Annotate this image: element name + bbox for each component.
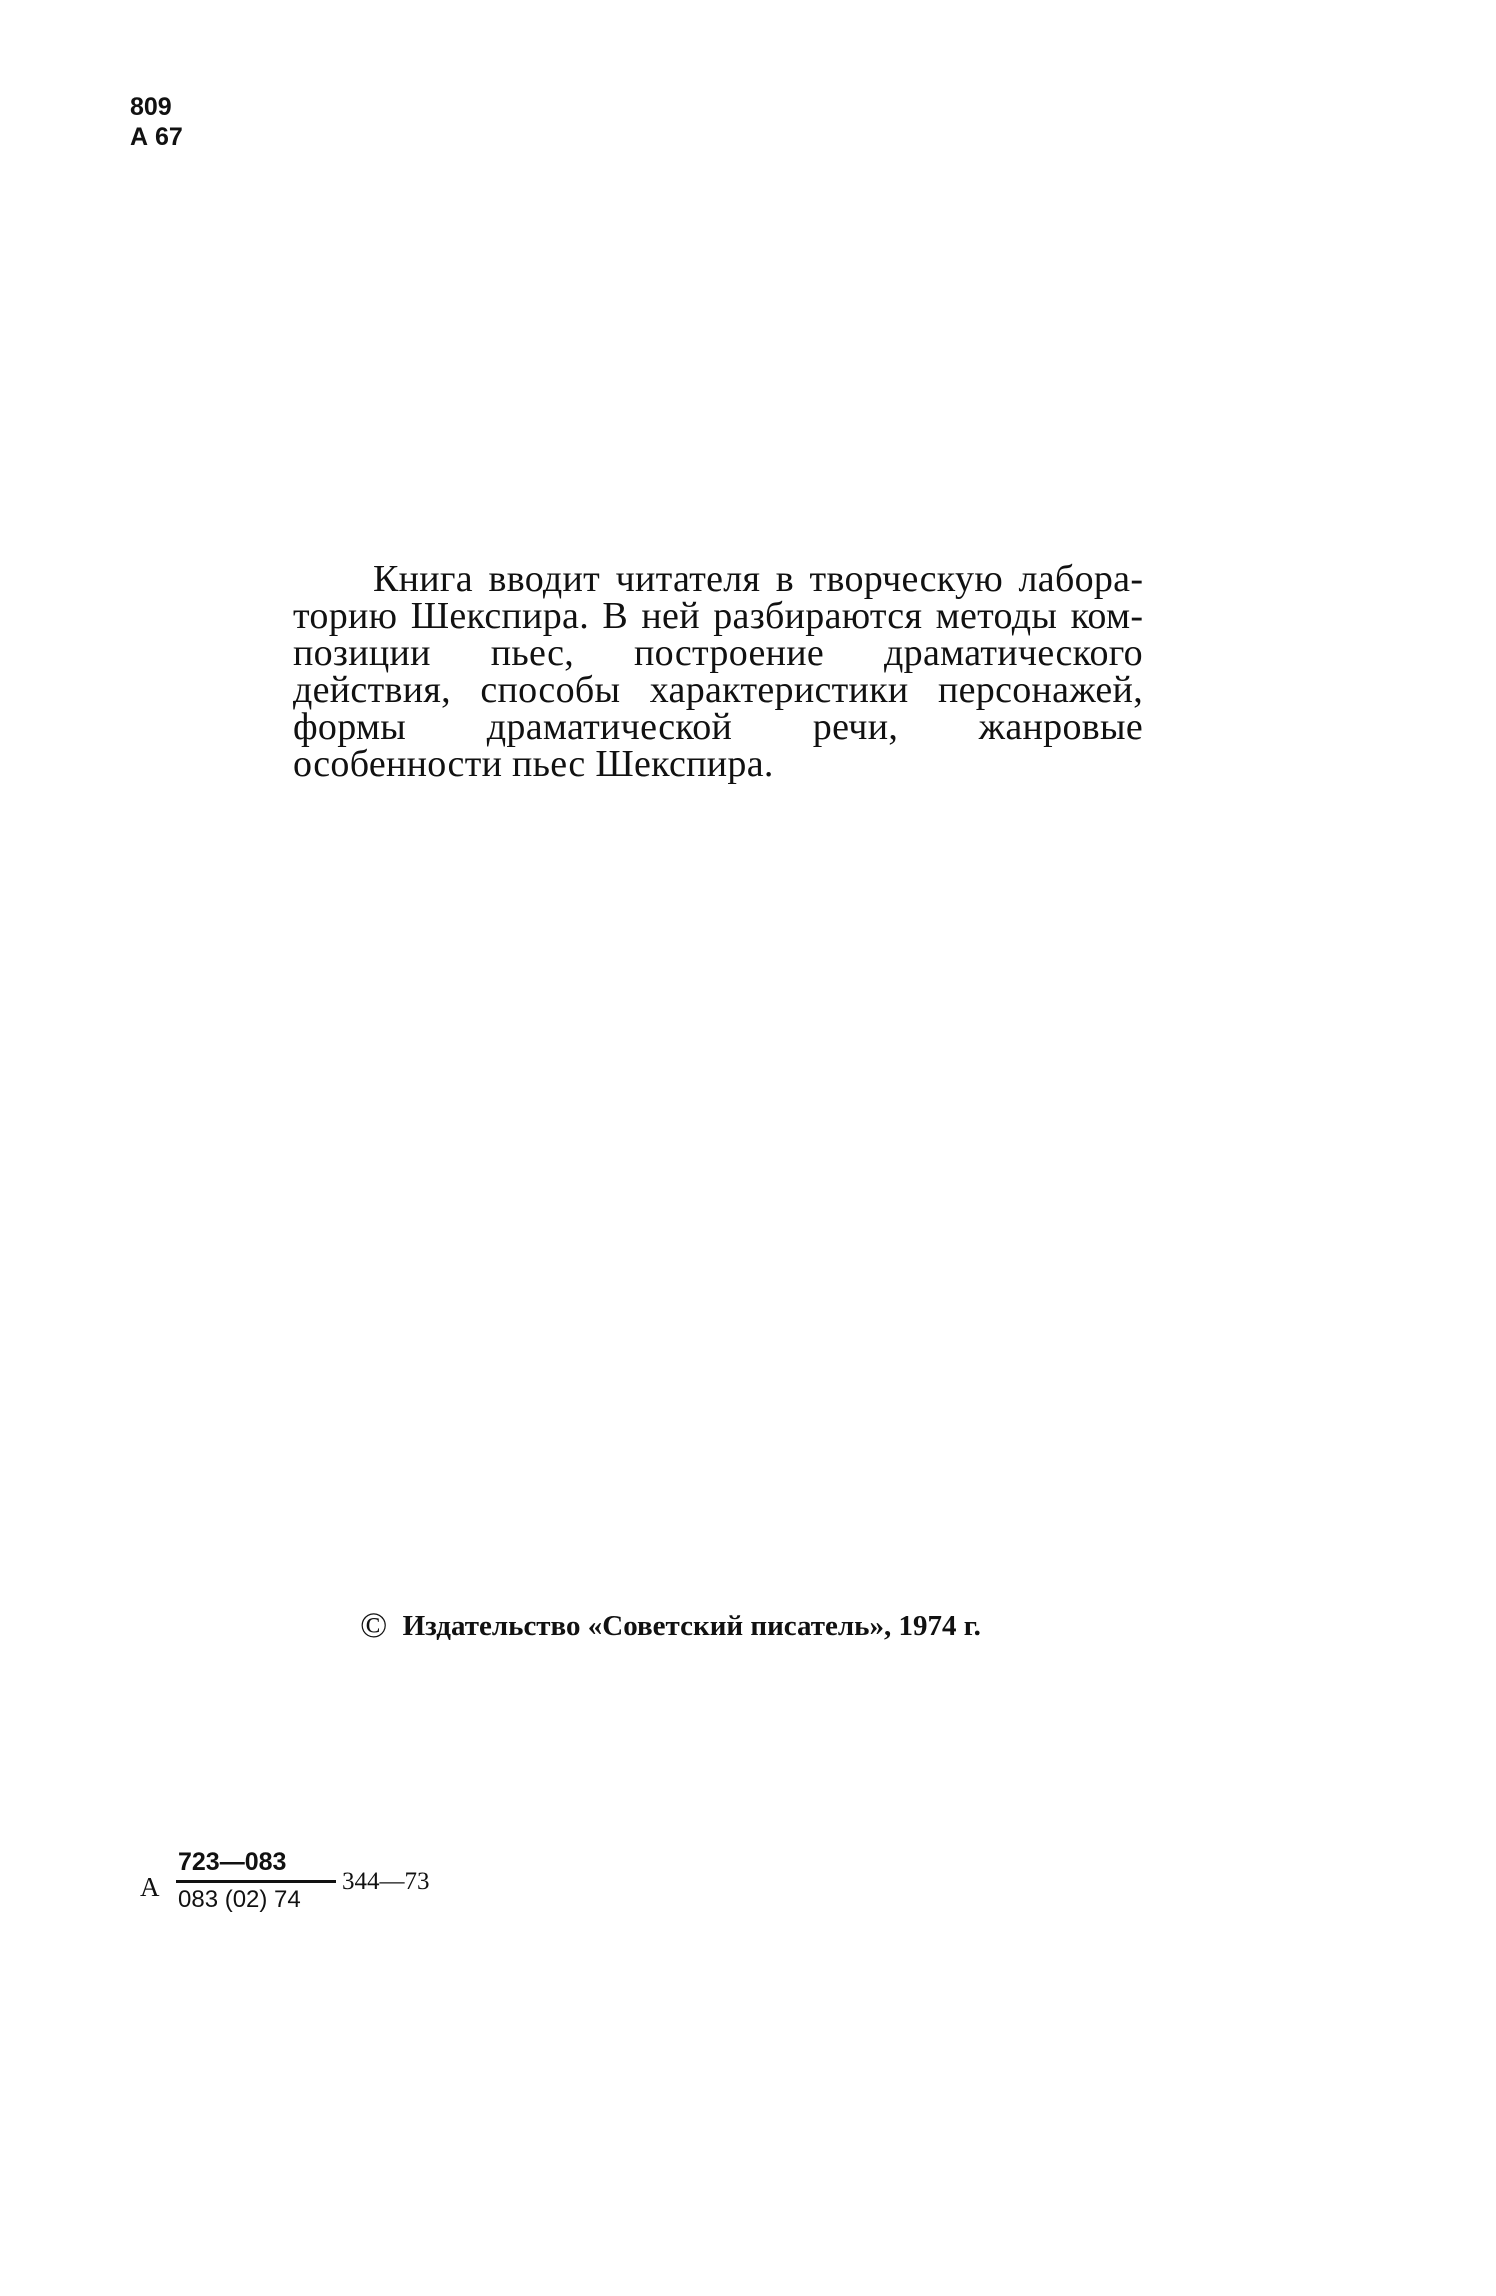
catalog-denominator: 083 (02) 74 — [178, 1886, 301, 1913]
catalog-letter: А — [140, 1872, 160, 1902]
catalog-order-number: 344—73 — [342, 1868, 430, 1895]
copyright-text: Издательство «Советский писатель», 1974 г. — [402, 1610, 981, 1642]
udc-code: 809 — [130, 93, 172, 121]
udc-index — [130, 92, 183, 152]
catalog-numerator: 723—083 — [178, 1848, 287, 1876]
book-annotation: Книга вводит читателя в творческую лабораторию Шекспира. В ней разбираются методы композиции пьес, построение драматического действия, способы характеристики персонажей, формы драматической речи, жанровые особенности пьес Шекспира. — [293, 558, 1143, 785]
catalog-code — [140, 1848, 460, 1928]
copyright-symbol: © — [360, 1605, 388, 1645]
fraction-line — [176, 1880, 336, 1883]
author-mark: А 67 — [130, 123, 183, 151]
copyright-line — [360, 1605, 1140, 1645]
